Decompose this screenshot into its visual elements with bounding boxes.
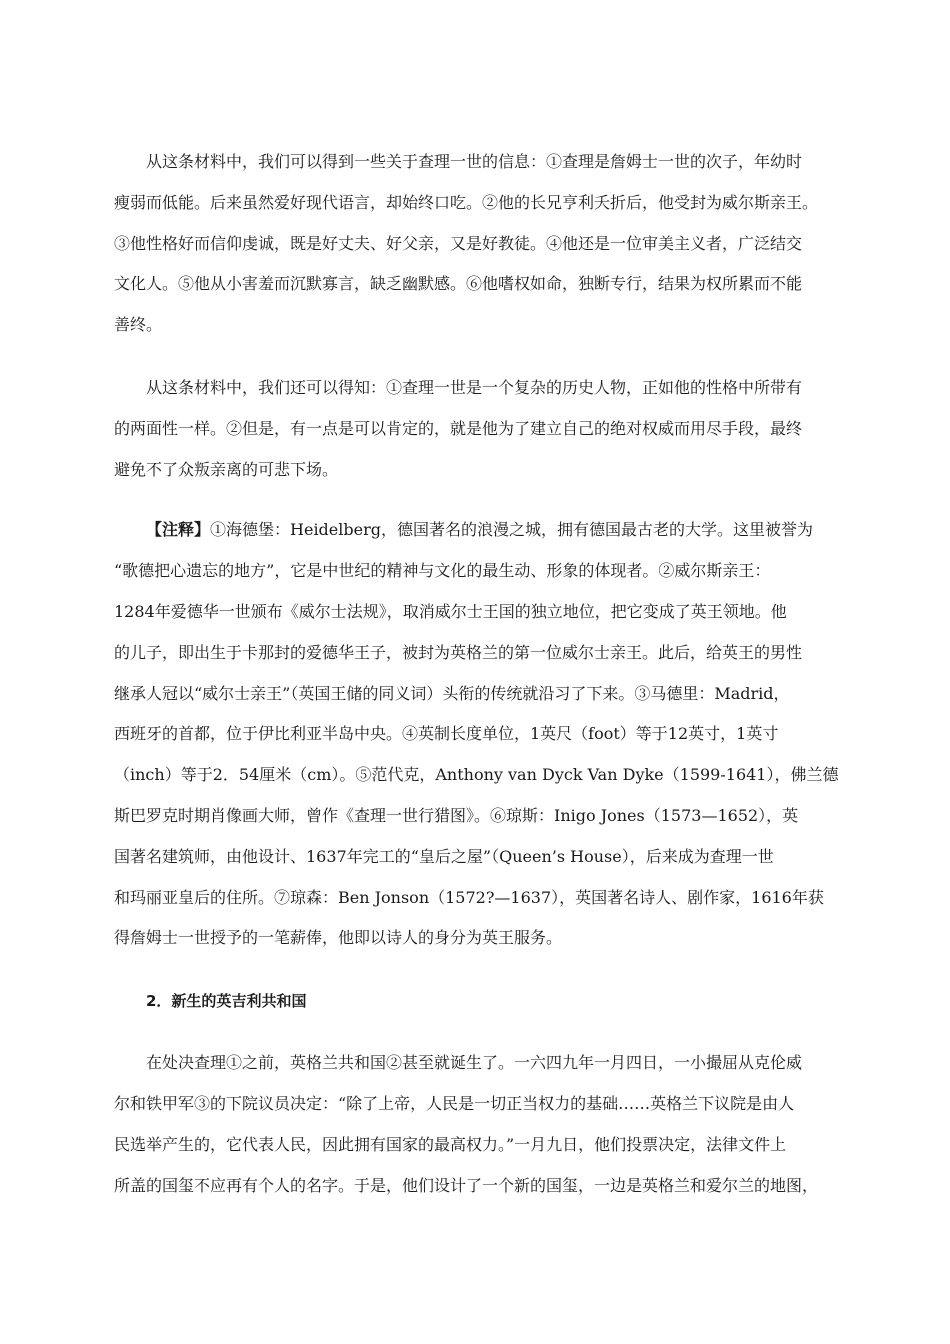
paragraph-3 — [114, 1043, 854, 1206]
paragraph-spacer — [114, 1021, 854, 1043]
paragraph-line: 瘦弱而低能。后来虽然爱好现代语言，却始终口吃。②他的长兄亨利夭折后，他受封为威尔斯亲王。 — [114, 192, 819, 212]
paragraph-line: 的两面性一样。②但是，有一点是可以肯定的，就是他为了建立自己的绝对权威而用尽手段，最终 — [114, 418, 803, 438]
notes-line: 斯巴罗克时期肖像画大师，曾作《查理一世行猎图》。⑥琼斯：Inigo Jones（1573—1652），英 — [114, 805, 799, 825]
notes-line: 和玛丽亚皇后的住所。⑦琼森：Ben Jonson（1572?—1637），英国著名诗人、剧作家，1616年获 — [114, 887, 824, 907]
notes-line: 1284年爱德华一世颁布《威尔士法规》，取消威尔士王国的独立地位，把它变成了英王领地。他 — [114, 601, 787, 621]
notes-line: 的儿子，即出生于卡那封的爱德华王子，被封为英格兰的第一位威尔士亲王。此后，给英王的男性 — [114, 642, 803, 662]
notes-line: 西班牙的首都，位于伊比利亚半岛中央。④英制长度单位，1英尺（foot）等于12英寸，1英寸 — [114, 724, 779, 744]
section-heading: 2．新生的英吉利共和国 — [146, 992, 307, 1011]
paragraph-spacer — [114, 346, 854, 368]
notes-line: 国著名建筑师，由他设计、1637年完工的“皇后之屋”（Queen’s House），后来成为查理一世 — [114, 846, 774, 866]
paragraph-line: 尔和铁甲军③的下院议员决定：“除了上帝，人民是一切正当权力的基础……英格兰下议院是由人 — [114, 1093, 795, 1113]
paragraph-line: 避免不了众叛亲离的可悲下场。 — [114, 459, 339, 479]
paragraph-1 — [114, 142, 854, 346]
notes-line: 得詹姆士一世授予的一笔薪俸，他即以诗人的身分为英王服务。 — [114, 928, 563, 948]
paragraph-line: 所盖的国玺不应再有个人的名字。于是，他们设计了一个新的国玺，一边是英格兰和爱尔兰的地图， — [114, 1175, 819, 1195]
paragraph-line: 在处决查理①之前，英格兰共和国②甚至就诞生了。一六四九年一月四日，一小撮屈从克伦威 — [146, 1053, 803, 1073]
paragraph-line: ③他性格好而信仰虔诚，既是好丈夫、好父亲，又是好教徒。④他还是一位审美主义者，广泛结交 — [114, 233, 803, 253]
paragraph-spacer — [114, 490, 854, 510]
paragraph-line: 民选举产生的，它代表人民，因此拥有国家的最高权力。”一月九日，他们投票决定，法律文件上 — [114, 1134, 787, 1154]
notes-label: 【注释】 — [146, 520, 211, 540]
paragraph-spacer — [114, 959, 854, 981]
paragraph-2 — [114, 368, 854, 490]
notes-first-line — [114, 510, 854, 551]
paragraph-line: 善终。 — [114, 315, 163, 335]
notes-paragraph — [114, 510, 854, 959]
notes-line: 继承人冠以“威尔士亲王”（英国王储的同义词）头衔的传统就沿习了下来。③马德里：Madrid， — [114, 683, 790, 703]
paragraph-line: 从这条材料中，我们还可以得知：①查理一世是一个复杂的历史人物，正如他的性格中所带有 — [146, 377, 803, 397]
paragraph-line: 从这条材料中，我们可以得到一些关于查理一世的信息：①查理是詹姆士一世的次子，年幼时 — [146, 152, 803, 171]
paragraph-line: 文化人。⑤他从小害羞而沉默寡言，缺乏幽默感。⑥他嗜权如命，独断专行，结果为权所累而不能 — [114, 274, 803, 294]
notes-first-line-text: ①海德堡：Heidelberg，德国著名的浪漫之城，拥有德国最古老的大学。这里被誉为 — [210, 520, 813, 540]
notes-line: （inch）等于2．54厘米（cm）。⑤范代克，Anthony van Dyck Van Dyke（1599-1641），佛兰德 — [114, 765, 839, 785]
notes-line: “歌德把心遗忘的地方”，它是中世纪的精神与文化的最生动、形象的体现者。②威尔斯亲王： — [114, 561, 771, 581]
